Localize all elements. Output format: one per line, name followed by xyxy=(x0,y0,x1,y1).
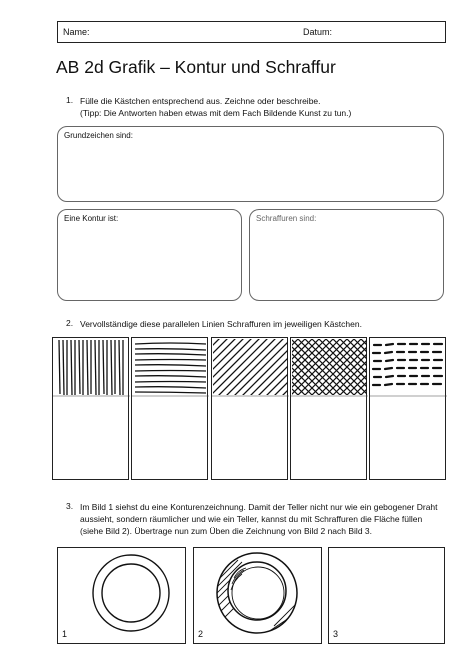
picture-number-1: 1 xyxy=(62,629,68,639)
plate-contour-drawing xyxy=(58,548,187,645)
box-grundzeichen[interactable] xyxy=(57,126,444,202)
header-box xyxy=(57,21,446,43)
task3-line1: Im Bild 1 siehst du eine Konturenzeichnung. Damit der Teller nicht nur wie ein gebogener Draht xyxy=(80,502,438,512)
task2-instruction: Vervollständige diese parallelen Linien Schraffuren im jeweiligen Kästchen. xyxy=(80,319,362,329)
page-title: AB 2d Grafik – Kontur und Schraffur xyxy=(56,57,336,77)
name-label: Name: xyxy=(63,27,90,37)
picture-box-2 xyxy=(193,547,322,644)
box-schraffuren-label: Schraffuren sind: xyxy=(256,214,317,223)
picture-box-1 xyxy=(57,547,186,644)
box-schraffuren[interactable] xyxy=(249,209,444,301)
hatch-diagonal-lines xyxy=(212,338,289,481)
plate-hatched-drawing xyxy=(194,548,323,645)
hatch-box-crosshatch[interactable] xyxy=(290,337,367,480)
task3-number: 3. xyxy=(66,501,74,511)
picture-box-3[interactable] xyxy=(328,547,445,644)
picture-number-3: 3 xyxy=(333,629,339,639)
hatch-box-diagonal[interactable] xyxy=(211,337,288,480)
picture-number-2: 2 xyxy=(198,629,204,639)
task2-number: 2. xyxy=(66,318,74,328)
date-label: Datum: xyxy=(303,27,333,37)
box-kontur[interactable] xyxy=(57,209,242,301)
hatch-horizontal-lines xyxy=(132,338,209,481)
box-kontur-label: Eine Kontur ist: xyxy=(64,214,119,223)
box-grundzeichen-label: Grundzeichen sind: xyxy=(64,131,133,140)
hatch-vertical-lines xyxy=(53,338,130,481)
task1-number: 1. xyxy=(66,95,74,105)
task1-line2: (Tipp: Die Antworten haben etwas mit dem Fach Bildende Kunst zu tun.) xyxy=(80,108,352,118)
hatch-box-dashes[interactable] xyxy=(369,337,446,480)
task1-instruction xyxy=(80,95,351,119)
task3-instruction xyxy=(80,501,438,537)
hatch-box-horizontal[interactable] xyxy=(131,337,208,480)
task3-line2: aussieht, sondern räumlicher und wie ein Teller, kannst du mit Schraffuren die Fläche füllen xyxy=(80,514,423,524)
hatch-cross-lines xyxy=(291,338,368,481)
hatch-dash-lines xyxy=(370,338,447,481)
task3-line3: (siehe Bild 2). Übertrage nun zum Üben die Zeichnung von Bild 2 nach Bild 3. xyxy=(80,526,373,536)
hatch-box-vertical[interactable] xyxy=(52,337,129,480)
task1-line1: Fülle die Kästchen entsprechend aus. Zeichne oder beschreibe. xyxy=(80,96,321,106)
